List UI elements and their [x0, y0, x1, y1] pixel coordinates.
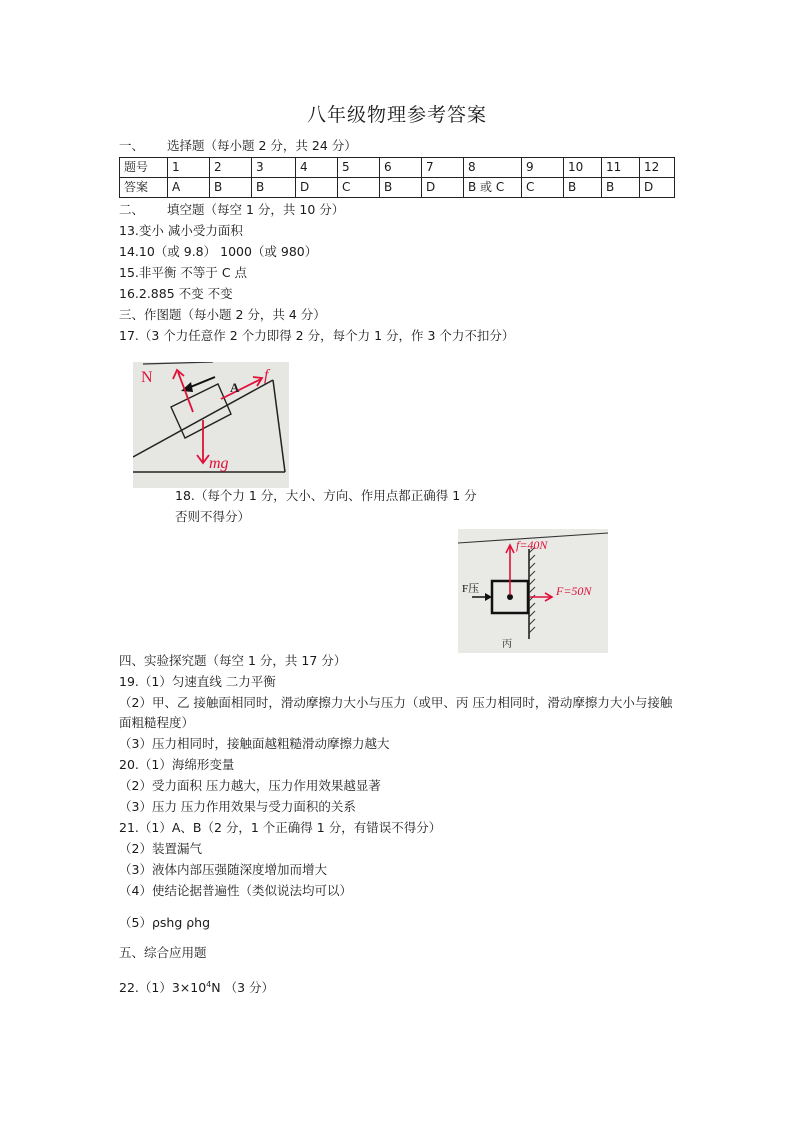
- figure-wall-drawing: [458, 529, 608, 653]
- section-2-heading: [119, 200, 344, 220]
- answer-q18-line1: 18.（每个力 1 分，大小、方向、作用点都正确得 1 分: [175, 488, 477, 503]
- answer-q21-3: （3）液体内部压强随深度增加而增大: [119, 862, 327, 877]
- label-mg: mg: [209, 455, 229, 472]
- label-f40: f=40N: [516, 538, 548, 552]
- table-cell: B: [210, 178, 252, 198]
- answer-q20-3: （3）压力 压力作用效果与受力面积的关系: [119, 799, 356, 814]
- table-answer-label: 答案: [120, 178, 168, 198]
- table-cell: 2: [210, 158, 252, 178]
- label-a: A: [230, 380, 240, 395]
- table-cell: A: [168, 178, 210, 198]
- answer-q20-2: （2）受力面积 压力越大，压力作用效果越显著: [119, 778, 381, 793]
- table-cell: 4: [296, 158, 338, 178]
- label-f-press: F压: [462, 583, 480, 595]
- answer-q15: 15.非平衡 不等于 C 点: [119, 265, 248, 280]
- answer-q16: 16.2.885 不变 不变: [119, 286, 233, 301]
- answer-q19-1: 19.（1）匀速直线 二力平衡: [119, 674, 276, 689]
- section-2-number: 二、: [119, 202, 145, 217]
- answer-q19-2: （2）甲、乙 接触面相同时，滑动摩擦力大小与压力（或甲、丙 压力相同时，滑动摩擦力大小与接触面粗糙程度）: [119, 695, 673, 730]
- table-cell: 1: [168, 158, 210, 178]
- answer-q22-suffix: N （3 分）: [211, 980, 275, 996]
- table-cell: B: [252, 178, 296, 198]
- answer-q22-1: [119, 975, 274, 998]
- table-cell: D: [640, 178, 675, 198]
- label-bing: 丙: [502, 639, 512, 650]
- answer-q22-prefix: 22.（1）3×10: [119, 980, 207, 996]
- figure-wall-photo: [458, 529, 608, 653]
- table-cell: B 或 C: [464, 178, 522, 198]
- table-cell: 7: [422, 158, 464, 178]
- table-cell: 10: [564, 158, 602, 178]
- table-cell: 11: [602, 158, 640, 178]
- label-f: f: [264, 367, 269, 384]
- table-cell: D: [422, 178, 464, 198]
- answer-q21-4: （4）使结论据普遍性（类似说法均可以）: [119, 883, 352, 898]
- table-cell: C: [522, 178, 564, 198]
- answer-q21-5: （5）ρshg ρhg: [119, 915, 211, 930]
- answer-q21-2: （2）装置漏气: [119, 841, 202, 856]
- figure-incline-drawing: [133, 362, 289, 488]
- section-2-text: 填空题（每空 1 分，共 10 分）: [167, 202, 345, 217]
- answer-q19-3: （3）压力相同时，接触面越粗糙滑动摩擦力越大: [119, 736, 390, 751]
- figure-incline-photo: [133, 362, 289, 488]
- table-cell: B: [380, 178, 422, 198]
- label-n: N: [141, 369, 153, 386]
- section-1-heading: [119, 136, 357, 156]
- table-header-label: 题号: [120, 158, 168, 178]
- section-3-heading: 三、作图题（每小题 2 分，共 4 分）: [119, 307, 326, 322]
- answer-q14: 14.10（或 9.8） 1000（或 980）: [119, 244, 318, 259]
- section-5-heading: 五、综合应用题: [119, 945, 207, 960]
- answer-q20-1: 20.（1）海绵形变量: [119, 757, 235, 772]
- table-cell: 12: [640, 158, 675, 178]
- table-cell: B: [564, 178, 602, 198]
- answer-q13: 13.变小 减小受力面积: [119, 223, 243, 238]
- table-cell: 6: [380, 158, 422, 178]
- table-cell: D: [296, 178, 338, 198]
- answer-q21-1: 21.（1）A、B（2 分，1 个正确得 1 分，有错误不得分）: [119, 820, 442, 835]
- answer-q17: 17.（3 个力任意作 2 个力即得 2 分，每个力 1 分，作 3 个力不扣分）: [119, 328, 515, 343]
- answer-q18-line2: 否则不得分）: [175, 509, 251, 524]
- table-cell: B: [602, 178, 640, 198]
- table-cell: 3: [252, 158, 296, 178]
- table-cell: 5: [338, 158, 380, 178]
- section-1-text: 选择题（每小题 2 分，共 24 分）: [167, 138, 357, 153]
- section-4-heading: 四、实验探究题（每空 1 分，共 17 分）: [119, 653, 347, 668]
- answer-q22-exponent: 4: [206, 980, 212, 989]
- table-row-answers: [120, 178, 675, 198]
- label-f50: F=50N: [556, 584, 592, 598]
- table-cell: C: [338, 178, 380, 198]
- table-row-numbers: [120, 158, 675, 178]
- answer-table: [119, 157, 675, 198]
- page-title: 八年级物理参考答案: [306, 104, 487, 126]
- table-cell: 8: [464, 158, 522, 178]
- table-cell: 9: [522, 158, 564, 178]
- section-1-number: 一、: [119, 138, 145, 153]
